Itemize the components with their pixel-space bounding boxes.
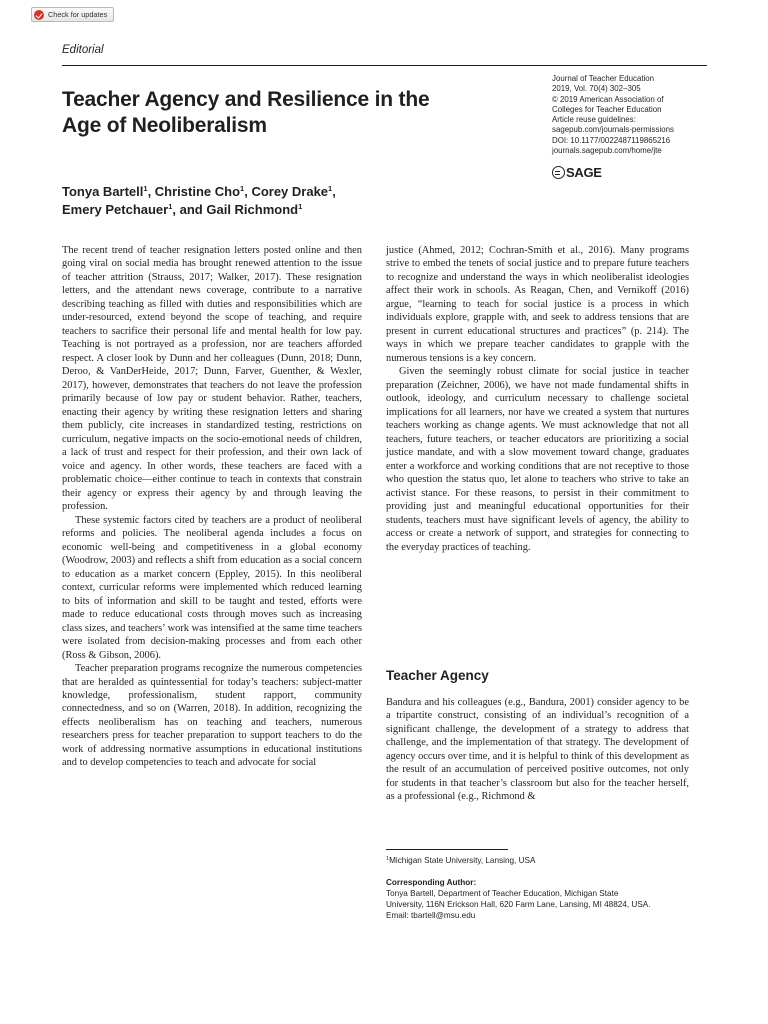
journal-home-link[interactable]: journals.sagepub.com/home/jte — [552, 146, 662, 156]
corresponding-author-line: Tonya Bartell, Department of Teacher Education, Michigan State — [386, 889, 619, 898]
sage-logo — [552, 165, 602, 180]
author-name: Gail Richmond$^1$ — [206, 202, 303, 217]
journal-line: 2019, Vol. 70(4) 302–305 — [552, 84, 641, 94]
body-column-right — [386, 244, 689, 554]
body-paragraph: These systemic factors cited by teachers are a product of neoliberal reforms and policies. The neoliberal agenda includes a focus on economic well-being and competitiveness in a global economy (Woodrow, 2003) and reflects a shift from education as a social concern to education as a market concern (Eppley, 2015). In this neoliberal context, curricular reforms were implemented which reduced learning to bits of information and skill to be taught and tested, efforts were made to reduce educational costs through moves such as increasing class sizes, and teachers’ work was intensified at the same time teachers were isolated from decision-making processes and from each other (Ross & Gibson, 2006). — [62, 514, 362, 661]
journal-line: Journal of Teacher Education — [552, 74, 655, 83]
sage-wordmark: SAGE — [566, 165, 602, 180]
body-paragraph: Bandura and his colleagues (e.g., Bandura, 2001) consider agency to be a tripartite construct, consisting of an individual’s recognition of a significant challenge, the development of a strategy to address that challenge, and the implementation of that strategy. The development of agency occurs over time, and it is helpful to think of this development as the result of an accumulation of perceived positive outcomes, not only for students in that teacher’s classroom but also for the teacher herself, as a professional (e.g., Richmond & — [386, 697, 689, 803]
check-for-updates-label: Check for updates — [48, 10, 108, 19]
body-paragraph: The recent trend of teacher resignation letters posted online and then going viral on social media has brought renewed attention to the issue of teacher attrition (Strauss, 2017; Walker, 2017). These resignation letters, and the attendant news coverage, contribute to a narrative describing teaching as filled with duties and responsibilities which are under-resourced, extend beyond the scope of teaching, and require teachers to sacrifice their personal life and mental health for low pay. Teaching is not portrayed as a profession, nor are teachers afforded respect. A closer look by Dunn and her colleagues (Dunn, 2018; Dunn, Deroo, & VanDerHeide, 2017; Dunn, Farver, Guenther, & Wexler, 2017), however, demonstrates that teachers do not leave the profession primarily because of low pay or student behavior. Rather, teachers, enacting their agency by writing these resignation letters and sharing them publicly, cite increases in standardized testing, restrictions on curriculum, negative impacts on the socio-emotional needs of children, a lack of trust and respect for their profession, and their own lack of voice and agency. In other words, these teachers are faced with a problematic choice—either continue to teach in contexts that constrain their agency or express their agency by and through leaving the profession. — [62, 245, 362, 513]
corresponding-author-email[interactable]: Email: tbartell@msu.edu — [386, 911, 476, 920]
article-title: Teacher Agency and Resilience in the Age of Neoliberalism — [62, 88, 430, 137]
affiliation-footnote: $^1$Michigan State University, Lansing, USA — [386, 856, 536, 865]
body-paragraph: Given the seemingly robust climate for social justice in teacher preparation (Zeichner, 2006), we have not made fundamental shifts in outlook, ideology, and curriculum necessary to challenge societal implications for all learners, nor have we created a system that nurtures teachers working as change agents. We must acknowledge that not all teachers, future teachers, or teacher educators are prioritizing a social justice mandate, and with a slow movement toward change, graduates enter a workforce and working conditions that are not receptive to those who question the status quo, let alone to teachers who strive to take an activist stance. For these reasons, to persist in their commitment to providing just and meaningful educational opportunities for their students, teachers must have significant levels of agency, the ability to access or create a network of support, and strategies for connecting to the everyday practices of teaching. — [386, 366, 689, 553]
body-paragraph: Teacher preparation programs recognize the numerous competencies that are heralded as quintessential for today’s teachers: subject-matter knowledge, professionalism, student rapport, community connectedness, and so on (Warren, 2018). In addition, recognizing the effects neoliberalism has on teaching and teachers, numerous researchers press for teacher preparation to support teachers to do the work of addressing normative assumptions in educational institutions and to develop competencies to teach and advocate for social — [62, 663, 362, 769]
affiliation-mark: 1 — [328, 184, 333, 193]
affiliation-mark: 1 — [240, 184, 245, 193]
journal-line: Colleges for Teacher Education — [552, 104, 662, 114]
doi-link[interactable]: DOI: 10.1177/0022487119865216 — [552, 135, 671, 145]
author-name: Corey Drake$^1$, — [251, 184, 336, 199]
corresponding-author-line: University, 116N Erickson Hall, 620 Farm Lane, Lansing, MI 48824, USA. — [386, 900, 651, 909]
corresponding-author-label: Corresponding Author: — [386, 878, 477, 887]
header-rule — [62, 65, 707, 66]
footnote-rule — [386, 849, 508, 850]
check-for-updates-badge[interactable] — [31, 7, 114, 22]
body-column-left — [62, 244, 362, 770]
journal-line: © 2019 American Association of — [552, 94, 664, 104]
author-list — [62, 183, 452, 219]
affiliation-mark: 1 — [298, 202, 303, 211]
sage-s-icon — [552, 166, 565, 179]
check-circle-icon — [34, 10, 44, 20]
journal-line: Article reuse guidelines: — [552, 115, 636, 125]
affiliation-mark: 1 — [168, 202, 173, 211]
affiliation-mark: 1 — [143, 184, 148, 193]
journal-permissions-link[interactable]: sagepub.com/journals-permissions — [552, 125, 674, 135]
footnotes — [386, 855, 706, 921]
body-paragraph: justice (Ahmed, 2012; Cochran-Smith et al., 2016). Many programs strive to embed the tenets of social justice and to prepare future teachers to recognize and understand the ways in which neoliberalist ideologies affect their work in schools. As Reagan, Chen, and Vernikoff (2016) argue, “learning to teach for social justice is a process in which individuals explore, grapple with, and seek to address tensions that are present in current educational structures and practices” (p. 214). The ways in which we prepare teacher candidates to grapple with the numerous tensions is a key concern. — [386, 245, 689, 364]
author-name: Emery Petchauer$^1$, and — [62, 202, 207, 217]
journal-info — [552, 74, 717, 156]
section-label: Editorial — [62, 44, 104, 56]
section-body — [386, 696, 689, 804]
author-name: Christine Cho$^1$, — [154, 184, 252, 199]
section-heading: Teacher Agency — [386, 668, 489, 683]
author-name: Tonya Bartell$^1$, — [62, 184, 155, 199]
